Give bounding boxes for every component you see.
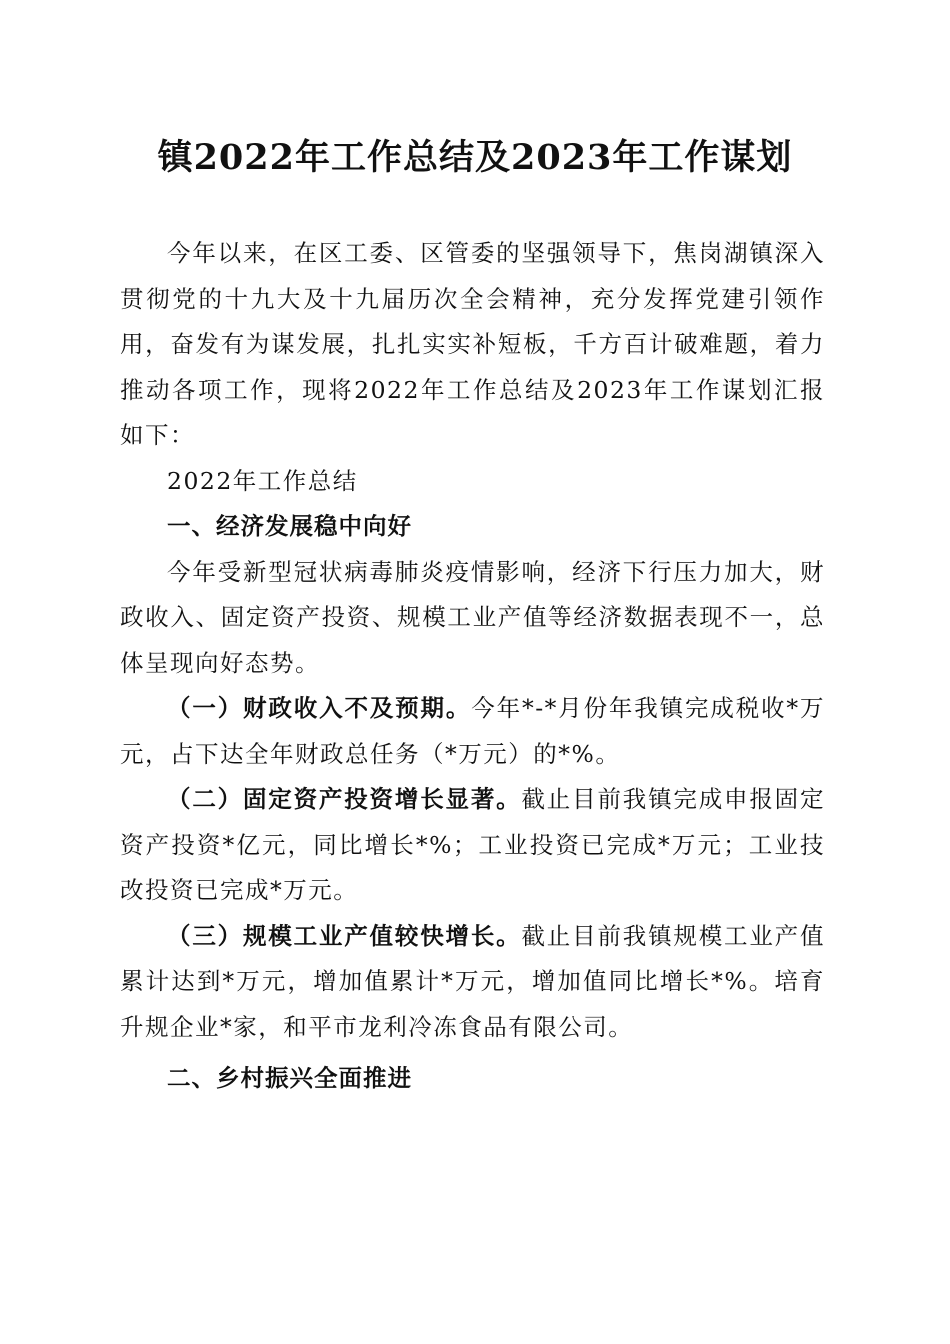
document-body bbox=[120, 231, 825, 1102]
item-text: 截止目前我镇完成申报固定资产投资*亿元，同比增长*%；工业投资已完成*万元；工业技改投资已完成*万元。 bbox=[120, 785, 826, 904]
item-text: 今年*-*月份年我镇完成税收*万元，占下达全年财政总任务（*万元）的*%。 bbox=[120, 694, 825, 768]
section-heading-rural: 二、乡村振兴全面推进 bbox=[167, 1064, 412, 1092]
document-title: 镇2022年工作总结及2023年工作谋划 bbox=[157, 137, 793, 178]
item-title: （三）规模工业产值较快增长。 bbox=[167, 921, 522, 950]
section-lead-paragraph: 今年受新型冠状病毒肺炎疫情影响，经济下行压力加大，财政收入、固定资产投资、规模工业产值等经济数据表现不一，总体呈现向好态势。 bbox=[120, 557, 825, 677]
summary-label: 2022年工作总结 bbox=[167, 466, 358, 495]
item-paragraph-fiscal bbox=[120, 686, 825, 777]
item-title: （二）固定资产投资增长显著。 bbox=[167, 785, 522, 813]
section-heading-economy: 一、经济发展稳中向好 bbox=[167, 512, 412, 540]
item-text: 截止目前我镇规模工业产值累计达到*万元，增加值累计*万元，增加值同比增长*%。培育升规企业*家，和平市龙利冷冻食品有限公司。 bbox=[120, 921, 826, 1041]
item-title: （一）财政收入不及预期。 bbox=[167, 694, 472, 722]
item-paragraph-industry bbox=[120, 914, 825, 1051]
intro-paragraph: 今年以来，在区工委、区管委的坚强领导下，焦岗湖镇深入贯彻党的十九大及十九届历次全会精神，充分发挥党建引领作用，奋发有为谋发展，扎扎实实补短板，千方百计破难题，着力推动各项工作，现将2022年工作总结及2023年工作谋划汇报如下： bbox=[120, 239, 825, 449]
item-paragraph-investment bbox=[120, 777, 825, 914]
